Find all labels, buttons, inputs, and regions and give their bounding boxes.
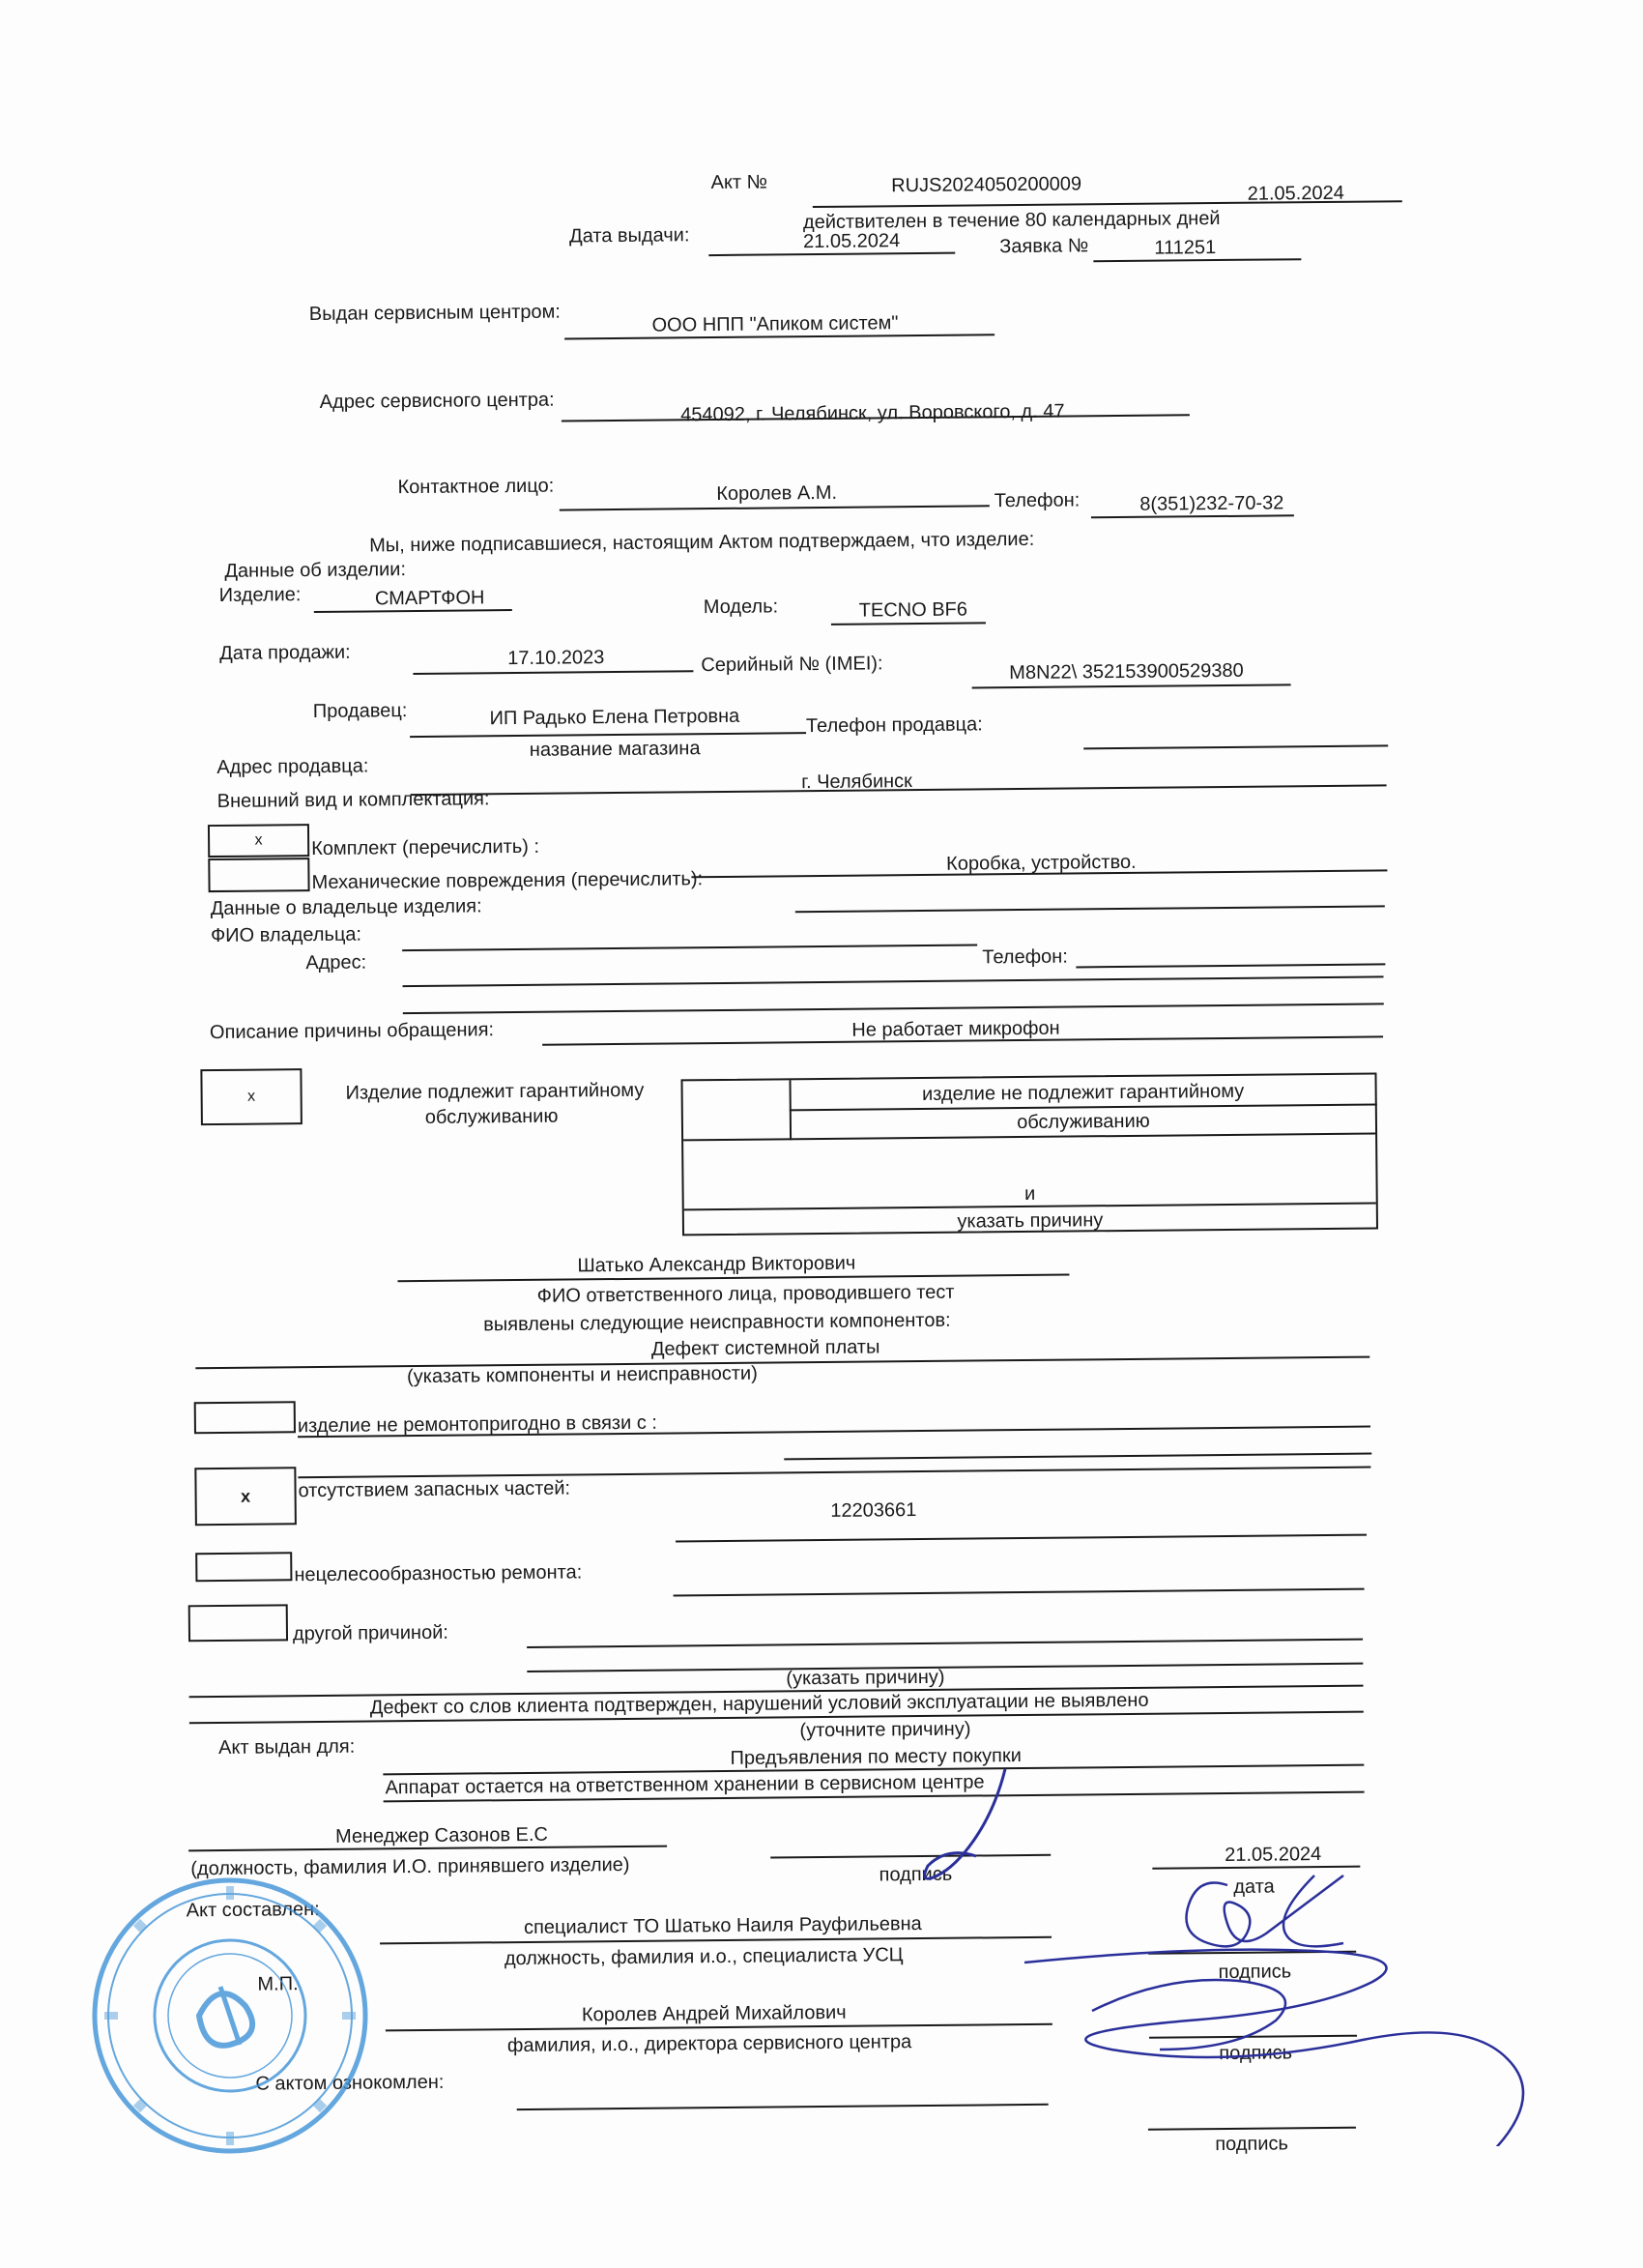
service-phone: 8(351)232-70-32 xyxy=(1139,492,1284,515)
not-repairable-label: изделие не ремонтопригодно в связи с : xyxy=(297,1411,657,1438)
owner-address-line xyxy=(403,975,1384,987)
warranty-yes-label: Изделие подлежит гарантийному xyxy=(345,1079,645,1104)
appearance-label: Внешний вид и комплектация: xyxy=(216,788,490,812)
storage-text: Аппарат остается на ответственном хранении в сервисном центре xyxy=(385,1771,985,1799)
seller-phone-line xyxy=(1083,744,1388,749)
serial-value: M8N22\ 352153900529380 xyxy=(1009,659,1244,684)
owner-address-line-2 xyxy=(403,1003,1384,1014)
service-address-label: Адрес сервисного центра: xyxy=(319,389,555,413)
act-date: 21.05.2024 xyxy=(1247,182,1344,205)
serial-label: Серийный № (IMEI): xyxy=(701,653,883,677)
sale-date-line xyxy=(413,670,693,675)
request-number: 111251 xyxy=(1154,237,1217,259)
validity-note: действителен в течение 80 календарных дней xyxy=(802,207,1221,234)
no-parts-value: 12203661 xyxy=(830,1499,917,1522)
store-caption: название магазина xyxy=(529,738,701,761)
act-number-line xyxy=(813,200,1402,208)
owner-section-label: Данные о владельце изделия: xyxy=(210,895,482,920)
issued-for-value: Предъявления по месту покупки xyxy=(730,1745,1022,1769)
other-reason-label: другой причиной: xyxy=(292,1621,448,1645)
receive-date-line xyxy=(1152,1866,1360,1870)
acquainted-label: С актом ознокомлен: xyxy=(255,2071,445,2095)
service-address: 454092, г. Челябинск, ул. Воровского, д. 47 xyxy=(680,400,1065,426)
receive-date: 21.05.2024 xyxy=(1225,1844,1322,1867)
found-caption: выявлены следующие неисправности компонентов: xyxy=(483,1309,951,1336)
owner-name-line xyxy=(402,944,977,951)
acquainted-line xyxy=(517,2104,1049,2110)
complaint-text: Не работает микрофон xyxy=(851,1017,1060,1041)
and-label: и xyxy=(1023,1182,1036,1205)
request-label: Заявка № xyxy=(999,235,1089,258)
seal-stamp-icon xyxy=(85,1871,375,2161)
request-line xyxy=(1093,258,1301,262)
inexpedient-label: нецелесообразностью ремонта: xyxy=(294,1561,583,1586)
contact-label: Контактное лицо: xyxy=(397,475,555,499)
issue-date-label: Дата выдачи: xyxy=(569,224,690,247)
specialist-sign-caption: подпись xyxy=(1218,1961,1292,1984)
seller-value: ИП Радько Елена Петровна xyxy=(489,705,740,730)
owner-phone-line xyxy=(1076,963,1385,968)
serial-line xyxy=(972,683,1291,688)
model-line xyxy=(831,622,986,625)
no-warranty-label-2: обслуживанию xyxy=(1017,1110,1150,1134)
issue-date: 21.05.2024 xyxy=(803,230,901,253)
item-label: Изделие: xyxy=(218,584,302,606)
model-value: TECNO BF6 xyxy=(858,598,968,622)
damage-label: Механические повреждения (перечислить): xyxy=(311,868,704,894)
contact-line xyxy=(560,505,990,510)
no-warranty-table xyxy=(680,1072,1378,1236)
specialist-name: специалист ТО Шатько Наиля Рауфильевна xyxy=(523,1913,922,1938)
seller-phone-label: Телефон продавца: xyxy=(805,713,983,738)
reason-label: указать причину xyxy=(957,1209,1104,1233)
director-caption: фамилия, и.о., директора сервисного центра xyxy=(506,2031,912,2057)
owner-name-label: ФИО владельца: xyxy=(210,923,362,947)
model-label: Модель: xyxy=(703,596,779,619)
owner-phone-label: Телефон: xyxy=(982,945,1068,969)
item-line xyxy=(314,609,512,613)
act-number-label: Акт № xyxy=(710,171,768,194)
seller-address: г. Челябинск xyxy=(801,771,912,794)
director-sign-caption: подпись xyxy=(1219,2042,1293,2065)
warranty-yes-label-2: обслуживанию xyxy=(424,1105,559,1128)
other-reason-line xyxy=(527,1639,1363,1648)
sale-date: 17.10.2023 xyxy=(507,647,605,670)
tester-name: Шатько Александр Викторович xyxy=(577,1252,856,1277)
defect-caption: (указать компоненты и неисправности) xyxy=(406,1362,758,1388)
inexpedient-line xyxy=(674,1588,1365,1597)
damage-line xyxy=(795,905,1385,913)
no-parts-checkbox[interactable]: x xyxy=(194,1467,297,1526)
not-repairable-line-2 xyxy=(784,1453,1371,1461)
no-warranty-label: изделие не подлежит гарантийному xyxy=(921,1080,1245,1105)
kit-value: Коробка, устройство. xyxy=(946,851,1137,875)
receiver-sign-line xyxy=(770,1854,1051,1859)
no-parts-label: отсутствием запасных частей: xyxy=(298,1477,571,1502)
kit-checkbox[interactable]: x xyxy=(208,824,309,858)
clarify-caption: (уточните причину) xyxy=(799,1718,971,1742)
date-caption: дата xyxy=(1233,1875,1275,1898)
receiver-caption: (должность, фамилия И.О. принявшего изделие) xyxy=(190,1853,630,1880)
specify-caption: (указать причину) xyxy=(786,1666,945,1690)
mp-label: М.П. xyxy=(257,1973,299,1995)
not-repairable-checkbox[interactable] xyxy=(194,1401,296,1434)
service-center: ООО НПП "Апиком систем" xyxy=(651,312,899,336)
no-parts-line xyxy=(298,1467,1370,1479)
specialist-caption: должность, фамилия и.о., специалиста УСЦ xyxy=(504,1944,904,1970)
damage-checkbox[interactable] xyxy=(208,858,309,892)
acquainted-sign-line xyxy=(1148,2127,1356,2131)
seller-line xyxy=(410,732,806,738)
warranty-checkbox[interactable]: x xyxy=(200,1068,303,1125)
service-center-label: Выдан сервисным центром: xyxy=(308,301,561,326)
defect-value: Дефект системной платы xyxy=(650,1336,880,1360)
director-sign-line xyxy=(1149,2035,1357,2039)
intro-text: Мы, ниже подписавшиеся, настоящим Актом подтверждаем, что изделие: xyxy=(369,528,1035,557)
specialist-sign-line xyxy=(1148,1951,1356,1955)
tester-caption: ФИО ответственного лица, проводившего тест xyxy=(536,1281,955,1307)
director-name: Королев Андрей Михайлович xyxy=(581,2001,847,2026)
complaint-label: Описание причины обращения: xyxy=(209,1019,495,1044)
act-number: RUJS2024050200009 xyxy=(891,173,1082,197)
composed-label: Акт составлен: xyxy=(186,1899,320,1922)
sale-date-label: Дата продажи: xyxy=(219,641,351,664)
phone-label: Телефон: xyxy=(994,489,1081,512)
conclusion-text: Дефект со слов клиента подтвержден, нарушений условий эксплуатации не выявлено xyxy=(369,1689,1149,1719)
seller-address-label: Адрес продавца: xyxy=(216,755,369,778)
kit-label: Комплект (перечислить) : xyxy=(311,835,540,860)
contact-person: Королев А.М. xyxy=(716,481,838,506)
owner-address-label: Адрес: xyxy=(305,951,367,974)
receiver-sign-caption: подпись xyxy=(879,1863,953,1886)
product-section-label: Данные об изделии: xyxy=(224,559,407,582)
other-reason-checkbox[interactable] xyxy=(188,1604,288,1642)
issued-for-label: Акт выдан для: xyxy=(217,1735,356,1759)
receiver-name: Менеджер Сазонов Е.С xyxy=(334,1823,549,1847)
issue-date-line xyxy=(708,252,955,256)
item-value: СМАРТФОН xyxy=(374,587,485,610)
phone-line xyxy=(1091,514,1294,518)
inexpedient-checkbox[interactable] xyxy=(195,1552,292,1582)
no-parts-line-2 xyxy=(676,1534,1367,1543)
seller-label: Продавец: xyxy=(312,700,408,723)
acquainted-sign-caption: подпись xyxy=(1215,2133,1288,2156)
